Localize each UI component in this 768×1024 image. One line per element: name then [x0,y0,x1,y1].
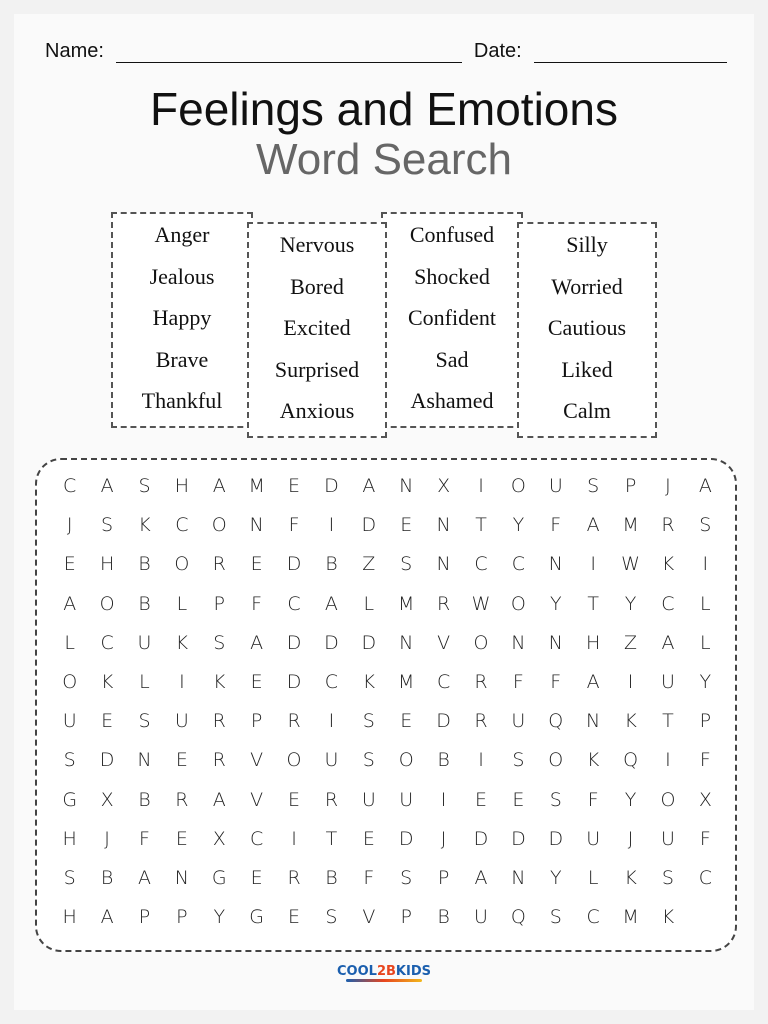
grid-letter[interactable]: L [176,592,188,615]
grid-letter[interactable]: A [324,592,338,615]
grid-letter[interactable]: V [362,906,376,929]
grid-letter[interactable]: Y [512,514,525,537]
grid-letter[interactable]: W [621,553,640,576]
grid-letter[interactable]: E [101,710,114,733]
grid-letter[interactable]: J [627,827,634,850]
grid-letter[interactable]: H [586,631,601,654]
grid-letter[interactable]: I [478,475,484,497]
grid-letter[interactable]: B [325,866,338,889]
grid-letter[interactable]: S [138,475,151,497]
grid-letter[interactable]: I [665,749,671,772]
grid-letter[interactable]: A [586,514,600,537]
grid-letter[interactable]: I [478,749,484,772]
grid-letter[interactable]: A [698,475,712,497]
grid-letter[interactable]: D [548,827,564,850]
grid-letter[interactable]: S [63,866,76,889]
grid-letter[interactable]: R [324,788,339,811]
word-item: Worried [551,273,623,299]
grid-letter[interactable]: R [287,710,301,733]
word-item: Ashamed [410,388,494,413]
grid-letter[interactable]: Y [624,788,637,811]
grid-letter[interactable]: B [100,866,114,889]
grid-letter[interactable]: Y [549,592,562,615]
grid-letter[interactable]: H [99,553,115,576]
grid-letter[interactable]: D [286,553,302,576]
grid-letter[interactable]: A [212,475,226,497]
grid-letter[interactable]: I [627,670,634,693]
grid-letter[interactable]: N [548,631,563,654]
grid-letter[interactable]: P [624,475,637,497]
grid-letter[interactable]: K [175,631,189,654]
grid-letter[interactable]: E [400,514,413,537]
grid-letter[interactable]: F [363,866,375,889]
grid-letter[interactable]: B [138,553,151,576]
grid-letter[interactable]: B [437,749,450,772]
grid-letter[interactable]: K [362,670,376,693]
word-list-4 [517,222,657,438]
grid-letter[interactable]: M [398,592,415,615]
grid-letter[interactable]: M [398,670,415,693]
grid-letter[interactable]: C [100,631,114,654]
grid-letter[interactable]: A [100,906,114,929]
grid-letter[interactable]: R [212,749,226,772]
grid-letter[interactable]: F [251,592,263,615]
grid-letter[interactable]: S [213,631,226,654]
grid-letter[interactable]: S [138,710,151,733]
grid-letter[interactable]: C [474,553,488,576]
grid-letter[interactable]: K [586,749,600,772]
grid-letter[interactable]: C [324,670,339,693]
grid-letter[interactable]: E [175,749,188,772]
grid-letter[interactable]: S [362,749,375,772]
grid-letter[interactable]: N [399,631,414,654]
grid-letter[interactable]: N [548,553,563,576]
grid-letter[interactable]: K [100,670,114,693]
grid-letter[interactable]: O [398,749,414,772]
grid-letter[interactable]: I [179,670,185,693]
grid-letter[interactable]: D [286,631,302,654]
grid-letter[interactable]: U [62,710,77,733]
grid-letter[interactable]: Y [213,906,226,929]
grid-letter[interactable]: F [288,514,300,537]
grid-letter[interactable]: F [587,788,599,811]
word-item: Surprised [274,356,360,382]
grid-letter[interactable]: F [139,827,150,850]
word-item: Happy [152,305,212,330]
grid-letter[interactable]: X [100,788,114,811]
grid-letter[interactable]: P [437,866,450,889]
logo-text-kids: KIDS [395,964,431,979]
grid-letter[interactable]: S [549,788,562,811]
grid-letter[interactable]: Z [362,553,376,576]
grid-letter[interactable]: D [99,749,115,772]
grid-letter[interactable]: F [699,827,711,850]
grid-letter[interactable]: N [399,475,414,497]
grid-letter[interactable]: X [437,475,451,497]
letter-grid [51,467,724,937]
grid-letter[interactable]: P [400,906,412,929]
grid-letter[interactable]: E [400,710,413,733]
grid-letter[interactable]: S [661,866,674,889]
grid-letter[interactable]: R [474,710,488,733]
word-item: Confident [408,305,496,330]
grid-letter[interactable]: U [511,710,526,733]
grid-letter[interactable]: S [549,906,562,929]
grid-letter[interactable]: D [324,631,339,654]
grid-letter[interactable]: I [590,553,596,576]
grid-letter[interactable]: A [474,866,488,889]
grid-letter[interactable]: Z [624,631,638,654]
grid-letter[interactable]: I [440,788,447,811]
grid-letter[interactable]: K [661,906,675,929]
grid-letter[interactable]: I [702,553,709,576]
word-item: Anxious [279,398,355,423]
grid-letter[interactable]: O [548,749,564,772]
grid-letter[interactable]: U [324,749,339,772]
word-item: Bored [290,273,344,299]
grid-letter[interactable]: S [63,749,76,772]
grid-letter[interactable]: J [440,827,447,850]
word-item: Sad [435,346,469,372]
grid-letter[interactable]: U [660,827,675,850]
grid-letter[interactable]: B [138,592,151,615]
word-item: Anger [154,222,210,247]
grid-letter[interactable]: G [62,788,78,811]
grid-letter[interactable]: O [473,631,489,654]
grid-letter[interactable]: H [174,475,190,497]
grid-letter[interactable]: E [288,788,301,811]
word-item: Jealous [149,263,215,289]
grid-letter[interactable]: O [286,749,302,772]
grid-letter[interactable]: A [100,475,114,497]
grid-letter[interactable]: D [436,710,451,733]
grid-letter[interactable]: K [661,553,675,576]
grid-letter[interactable]: G [249,906,265,929]
grid-letter[interactable]: C [698,866,712,889]
grid-letter[interactable]: D [398,827,414,850]
grid-letter[interactable]: H [62,906,77,929]
grid-letter[interactable]: N [174,866,189,889]
name-line [116,40,462,63]
grid-letter[interactable]: A [661,631,675,654]
grid-letter[interactable]: S [325,906,338,929]
grid-letter[interactable]: E [288,475,301,497]
grid-letter[interactable]: N [137,749,152,772]
word-item: Confused [409,222,495,247]
grid-letter[interactable]: J [66,514,73,537]
grid-letter[interactable]: R [212,553,226,576]
word-list-1 [111,212,253,428]
grid-letter[interactable]: L [64,631,75,654]
grid-letter[interactable]: B [437,906,450,929]
grid-letter[interactable]: I [328,514,335,537]
word-item: Thankful [141,388,223,413]
grid-letter[interactable]: U [174,710,189,733]
grid-letter[interactable]: T [325,827,338,850]
grid-letter[interactable]: P [138,906,151,929]
header [45,40,730,63]
logo-text-2b: 2B [376,964,396,979]
date-label: Date: [473,40,522,62]
grid-letter[interactable]: A [586,670,600,693]
grid-letter[interactable]: Q [510,906,526,929]
grid-letter[interactable]: D [324,475,339,497]
grid-letter[interactable]: X [698,788,712,811]
logo-text-cool: COOL [337,964,377,979]
grid-letter[interactable]: A [250,631,264,654]
grid-letter[interactable]: R [287,866,301,889]
grid-letter[interactable]: S [362,710,375,733]
grid-letter[interactable]: D [361,514,377,537]
grid-letter[interactable]: N [436,514,451,537]
grid-letter[interactable]: E [474,788,487,811]
grid-letter[interactable]: C [436,670,451,693]
grid-letter[interactable]: V [250,788,264,811]
grid-letter[interactable]: R [212,710,226,733]
page-title: Feelings and Emotions [150,83,618,135]
grid-letter[interactable]: K [624,710,637,733]
grid-letter[interactable]: U [660,670,675,693]
grid-letter[interactable]: Y [624,592,637,615]
grid-letter[interactable]: L [363,592,375,615]
grid-letter[interactable]: P [213,592,225,615]
grid-letter[interactable]: K [138,514,151,537]
grid-letter[interactable]: O [510,592,526,615]
grid-letter[interactable]: C [250,827,264,850]
grid-letter[interactable]: E [63,553,76,576]
grid-letter[interactable]: S [512,749,525,772]
grid-letter[interactable]: C [175,514,189,537]
grid-letter[interactable]: U [361,788,376,811]
grid-letter[interactable]: S [101,514,114,537]
grid-letter[interactable]: E [288,906,301,929]
grid-letter[interactable]: S [400,553,413,576]
grid-letter[interactable]: K [213,670,226,693]
grid-letter[interactable]: U [474,906,488,929]
grid-letter[interactable]: E [250,553,263,576]
grid-letter[interactable]: J [665,475,671,497]
grid-letter[interactable]: Q [623,749,639,772]
grid-letter[interactable]: T [587,592,599,615]
grid-letter[interactable]: R [175,788,189,811]
grid-letter[interactable]: Q [548,710,564,733]
grid-letter[interactable]: D [511,827,526,850]
grid-letter[interactable]: P [250,710,263,733]
grid-letter[interactable]: Y [549,866,562,889]
grid-letter[interactable]: J [104,827,110,850]
grid-letter[interactable]: T [662,710,674,733]
grid-letter[interactable]: M [622,906,639,929]
word-item: Liked [561,356,613,382]
grid-letter[interactable]: U [399,788,414,811]
word-list-3 [381,212,523,428]
grid-letter[interactable]: N [249,514,264,537]
logo-swoosh [346,979,422,982]
word-item: Silly [566,232,608,257]
word-item: Brave [155,346,209,372]
grid-letter[interactable]: F [550,670,562,693]
grid-letter[interactable]: N [586,710,601,733]
grid-letter[interactable]: E [250,670,263,693]
brand-logo [0,964,768,982]
grid-letter[interactable]: A [362,475,376,497]
grid-letter[interactable]: L [700,592,711,615]
grid-letter[interactable]: M [248,475,265,497]
grid-letter[interactable]: C [63,475,77,497]
grid-letter[interactable]: W [471,592,491,615]
grid-letter[interactable]: I [291,827,297,850]
grid-letter[interactable]: V [437,631,451,654]
grid-letter[interactable]: X [212,827,226,850]
grid-letter[interactable]: N [436,553,451,576]
grid-letter[interactable]: H [62,827,77,850]
word-item: Excited [283,315,351,340]
grid-letter[interactable]: D [286,670,302,693]
grid-letter[interactable]: E [512,788,525,811]
grid-letter[interactable]: E [175,827,188,850]
grid-letter[interactable]: I [328,710,335,733]
word-list-2 [247,222,387,438]
grid-letter[interactable]: Y [699,670,712,693]
grid-letter[interactable]: R [474,670,488,693]
grid-letter[interactable]: U [586,827,601,850]
grid-letter[interactable]: O [174,553,190,576]
grid-letter[interactable]: S [400,866,413,889]
grid-letter[interactable]: C [661,592,675,615]
grid-letter[interactable]: O [62,670,78,693]
grid-letter[interactable]: L [587,866,599,889]
grid-letter[interactable]: C [586,906,600,929]
grid-letter[interactable]: G [211,866,227,889]
grid-letter[interactable]: B [325,553,338,576]
page-subtitle: Word Search [256,135,512,184]
grid-letter[interactable]: E [362,827,375,850]
grid-letter[interactable]: O [510,475,526,497]
grid-letter[interactable]: E [250,866,263,889]
grid-letter[interactable]: C [511,553,526,576]
grid-letter[interactable]: A [63,592,77,615]
grid-letter[interactable]: D [473,827,489,850]
grid-letter[interactable]: L [139,670,150,693]
grid-letter[interactable]: C [287,592,301,615]
grid-letter[interactable]: M [622,514,639,537]
date-line [534,40,727,63]
grid-letter[interactable]: B [138,788,151,811]
grid-letter[interactable]: R [661,514,675,537]
grid-letter[interactable]: V [250,749,264,772]
grid-letter[interactable]: O [660,788,676,811]
grid-letter[interactable]: U [137,631,152,654]
grid-letter[interactable]: A [212,788,226,811]
grid-letter[interactable]: S [699,514,712,537]
word-item: Calm [563,398,611,423]
grid-letter[interactable]: N [511,866,526,889]
grid-letter[interactable]: A [137,866,151,889]
grid-letter[interactable]: T [475,514,487,537]
grid-letter[interactable]: L [700,631,711,654]
grid-letter[interactable]: P [176,906,188,929]
word-item: Shocked [414,263,490,289]
grid-letter[interactable]: F [550,514,562,537]
grid-letter[interactable]: P [699,710,712,733]
grid-letter[interactable]: R [437,592,451,615]
grid-letter[interactable]: K [624,866,637,889]
word-item: Nervous [279,232,355,257]
grid-letter[interactable]: O [211,514,227,537]
grid-letter[interactable]: U [548,475,563,497]
grid-letter[interactable]: S [587,475,600,497]
name-label: Name: [45,40,104,62]
word-item: Cautious [547,315,627,340]
grid-letter[interactable]: N [511,631,526,654]
grid-letter[interactable]: F [512,670,524,693]
grid-letter[interactable]: D [361,631,377,654]
grid-letter[interactable]: F [699,749,711,772]
grid-letter[interactable]: O [99,592,115,615]
